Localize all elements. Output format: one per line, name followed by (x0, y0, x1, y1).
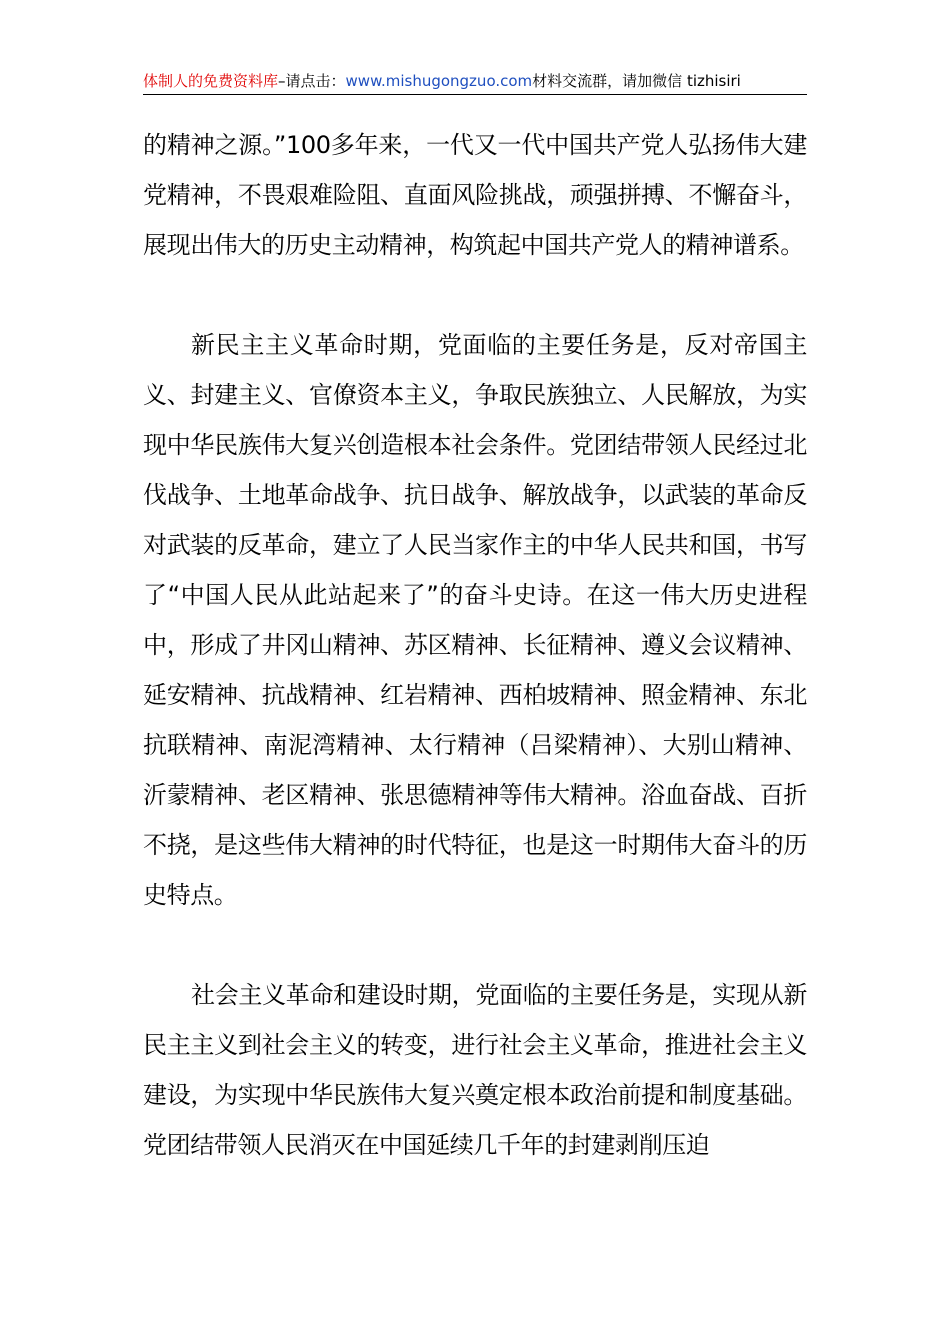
header-contact-text: 材料交流群，请加微信 tizhisiri (532, 72, 741, 90)
paragraph-3: 社会主义革命和建设时期，党面临的主要任务是，实现从新民主主义到社会主义的转变，进行社会主义革命，推进社会主义建设，为实现中华民族伟大复兴奠定根本政治前提和制度基础。党团结带领人民消灭在中国延续几千年的封建剥削压迫 (143, 981, 807, 1159)
paragraph-gap (143, 920, 807, 970)
page-header (143, 68, 807, 95)
header-brand: 体制人的免费资料库 (143, 72, 279, 90)
header-prompt: –请点击： (278, 72, 346, 90)
document-body (143, 120, 807, 1170)
paragraph-1: 的精神之源。”100多年来，一代又一代中国共产党人弘扬伟大建党精神，不畏艰难险阻、直面风险挑战，顽强拼搏、不懈奋斗，展现出伟大的历史主动精神，构筑起中国共产党人的精神谱系。 (143, 131, 807, 259)
header-website-link[interactable]: www.mishugongzuo.com (345, 72, 533, 90)
paragraph-gap (143, 270, 807, 320)
paragraph-2: 新民主主义革命时期，党面临的主要任务是，反对帝国主义、封建主义、官僚资本主义，争取民族独立、人民解放，为实现中华民族伟大复兴创造根本社会条件。党团结带领人民经过北伐战争、土地革命战争、抗日战争、解放战争，以武装的革命反对武装的反革命，建立了人民当家作主的中华人民共和国，书写了“中国人民从此站起来了”的奋斗史诗。在这一伟大历史进程中，形成了井冈山精神、苏区精神、长征精神、遵义会议精神、延安精神、抗战精神、红岩精神、西柏坡精神、照金精神、东北抗联精神、南泥湾精神、太行精神（吕梁精神）、大别山精神、沂蒙精神、老区精神、张思德精神等伟大精神。浴血奋战、百折不挠，是这些伟大精神的时代特征，也是这一时期伟大奋斗的历史特点。 (143, 331, 807, 909)
